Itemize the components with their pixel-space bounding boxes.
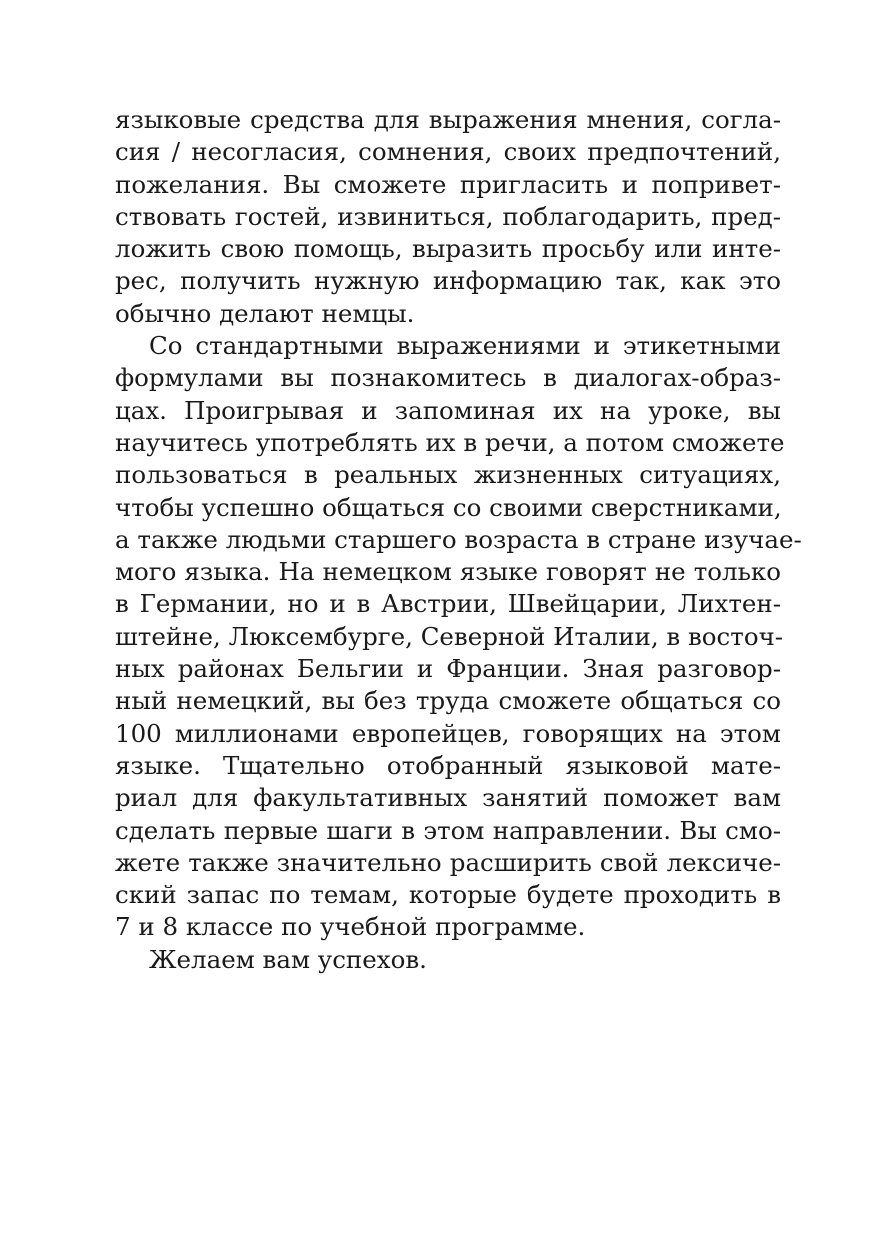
text-line: рес, получить нужную информацию так, как это [115, 266, 781, 296]
text-line: сделать первые шаги в этом направлении. Вы смо- [115, 815, 781, 845]
paragraph-start-line: Со стандартными выражениями и этикетными [149, 331, 781, 361]
text-line: формулами вы познакомитесь в диалогах-образ- [115, 363, 781, 393]
text-line: языковые средства для выражения мнения, согла- [115, 105, 781, 134]
text-line: научитесь употреблять их в речи, а потом сможете [115, 427, 785, 457]
text-line: штейне, Люксембурге, Северной Италии, в восточ- [115, 621, 784, 651]
text-line: риал для факультативных занятий поможет вам [115, 783, 781, 813]
text-line: пользоваться в реальных жизненных ситуациях, [115, 460, 781, 490]
text-line: сия / несогласия, сомнения, своих предпочтений, [115, 137, 781, 167]
text-line: а также людьми старшего возраста в стране изучае- [115, 524, 802, 554]
text-line: в Германии, но и в Австрии, Швейцарии, Лихтен- [115, 589, 781, 619]
text-line: 100 миллионами европейцев, говорящих на этом [115, 718, 781, 748]
closing-line: Желаем вам успехов. [149, 944, 427, 974]
text-line: ствовать гостей, извиниться, поблагодарить, пред- [115, 201, 781, 231]
body-text [115, 104, 802, 976]
text-line: пожелания. Вы сможете пригласить и попривет- [115, 169, 781, 199]
text-line: ных районах Бельгии и Франции. Зная разговор- [115, 654, 781, 684]
text-line: языке. Тщательно отобранный языковой мате- [115, 750, 781, 780]
text-line: ный немецкий, вы без труда сможете общаться со [115, 686, 781, 716]
text-line: обычно делают немцы. [115, 298, 415, 328]
text-line: 7 и 8 классе по учебной программе. [115, 912, 586, 942]
text-line: чтобы успешно общаться со своими сверстниками, [115, 492, 782, 522]
text-line: ский запас по темам, которые будете проходить в [115, 880, 781, 910]
text-line: цах. Проигрывая и запоминая их на уроке, вы [115, 395, 781, 425]
text-line: ложить свою помощь, выразить просьбу или инте- [115, 234, 781, 264]
text-line: жете также значительно расширить свой лексиче- [115, 847, 781, 877]
text-line: мого языка. На немецком языке говорят не только [115, 557, 781, 587]
